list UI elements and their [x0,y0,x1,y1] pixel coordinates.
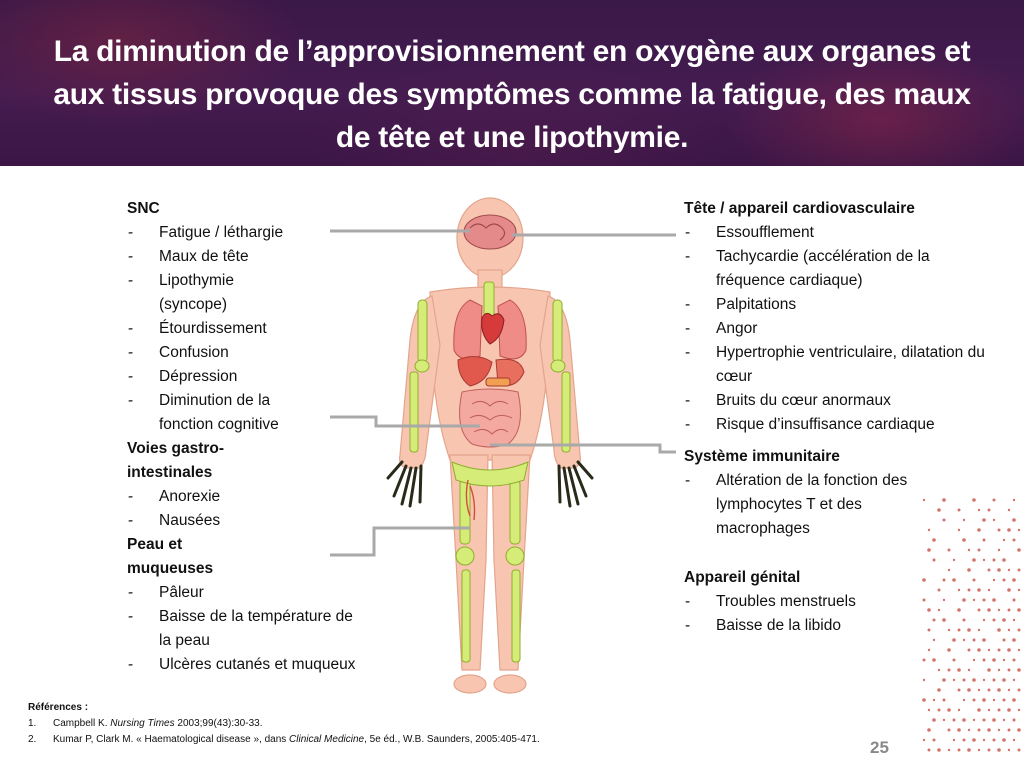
list-item: - Baisse de la température de la peau [127,605,369,653]
reference-item [28,732,540,748]
list-item: - Maux de tête [127,245,297,269]
snc-symptom-list [127,221,297,437]
list-item: - Hypertrophie ventriculaire, dilatation du cœur [684,341,1016,389]
right-symptom-column [684,197,984,638]
list-item: - Essoufflement [684,221,984,245]
references-title: Références : [28,702,89,713]
reference-book: Clinical Medicine [289,734,365,745]
list-item: - Ulcères cutanés et muqueux [127,653,372,677]
snc-group-title: SNC [127,200,160,217]
references [28,700,540,748]
list-item: - Angor [684,317,984,341]
gi-group [127,437,372,533]
immune-group-title: Système immunitaire [684,448,840,465]
list-item: - Étourdissement [127,317,297,341]
reference-text: Campbell K. [53,718,111,729]
page-number: 25 [870,738,889,757]
snc-group [127,197,297,437]
slide-title: La diminution de l’approvisionnement en oxygène aux organes et aux tissus provoque des symptômes comme la fatigue, des maux de tête et une lipothymie. [53,35,971,154]
list-item: - Confusion [127,341,297,365]
list-item: - Diminution de la fonction cognitive [127,389,294,437]
skin-group [127,533,372,677]
list-item: - Palpitations [684,293,984,317]
list-item: - Lipothymie (syncope) [127,269,249,317]
reference-number: 2. [28,734,37,745]
gi-group-title: Voies gastro-intestinales [127,440,225,481]
genital-symptom-list [684,590,984,638]
list-item: - Fatigue / léthargie [127,221,297,245]
list-item: - Anorexie [127,485,372,509]
immune-group [684,445,984,541]
genital-group [684,566,984,638]
skin-symptom-list [127,581,372,677]
reference-journal: Nursing Times [110,718,175,729]
list-item: - Dépression [127,365,297,389]
list-item: - Troubles menstruels [684,590,984,614]
list-item: - Pâleur [127,581,372,605]
list-item: - Nausées [127,509,372,533]
gi-symptom-list [127,485,372,533]
list-item: - Baisse de la libido [684,614,984,638]
list-item: - Risque d’insuffisance cardiaque [684,413,984,437]
brain-organ [464,215,516,249]
list-item: - Altération de la fonction des lymphocytes T et des macrophages [684,469,956,541]
reference-text: , 5e éd., W.B. Saunders, 2005:405-471. [364,734,540,745]
cardio-symptom-list [684,221,984,437]
reference-number: 1. [28,718,37,729]
skin-group-title: Peau et muqueuses [127,536,214,577]
reference-text: Kumar P, Clark M. « Haematological disease », dans [53,734,290,745]
list-item: - Tachycardie (accélération de la fréquence cardiaque) [684,245,961,293]
genital-group-title: Appareil génital [684,569,801,586]
reference-item [28,716,540,732]
left-symptom-column [127,197,372,677]
list-item: - Bruits du cœur anormaux [684,389,984,413]
cardio-group-title: Tête / appareil cardiovasculaire [684,200,915,217]
immune-symptom-list [684,469,984,541]
reference-text: 2003;99(43):30-33. [174,718,263,729]
intestines-organ [460,389,521,447]
cardio-group [684,197,984,437]
